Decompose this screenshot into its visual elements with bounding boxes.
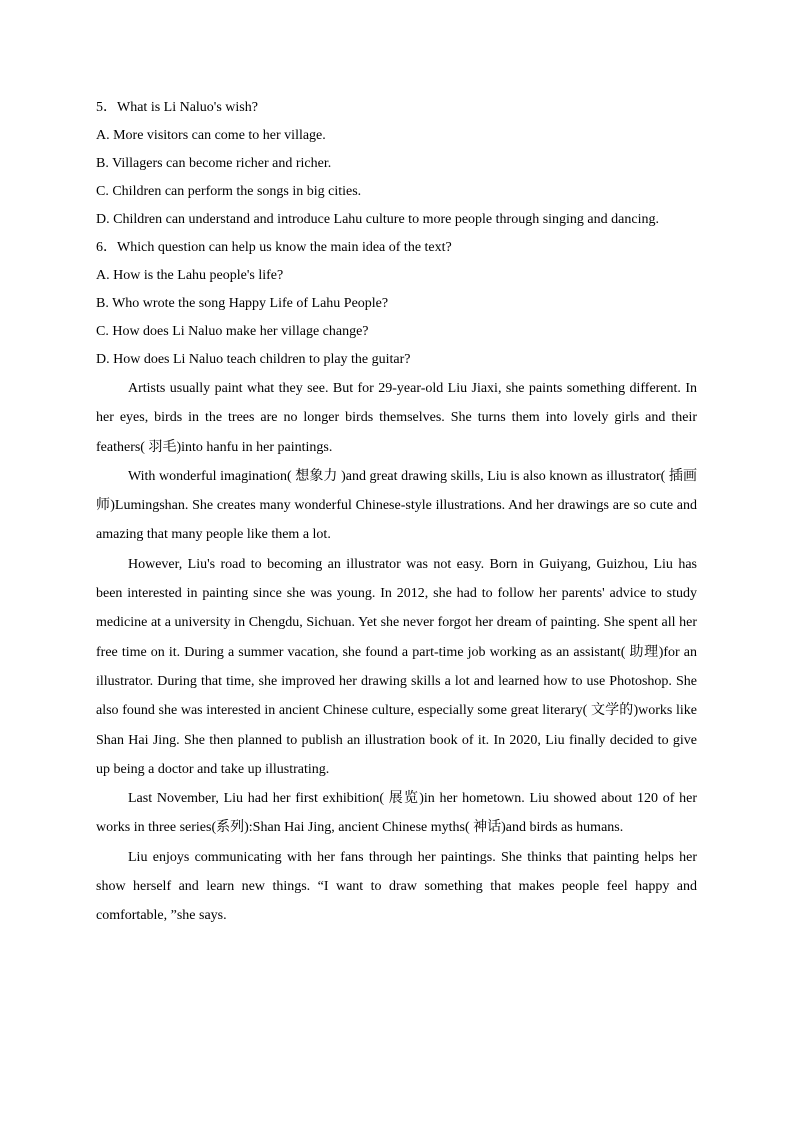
- passage-paragraph-2: With wonderful imagination( 想象力 )and great drawing skills, Liu is also known as illustrator( 插画师)Lumingshan. She creates many wonderful Chinese-style illustrations. And her drawings are so cute and amazing that many people like them a lot.: [96, 468, 697, 543]
- question-6-option-c: C. How does Li Naluo make her village change?: [96, 324, 369, 339]
- question-6-stem: 6．Which question can help us know the main idea of the text?: [96, 240, 452, 255]
- question-5-stem: 5．What is Li Naluo's wish?: [96, 100, 258, 115]
- passage-paragraph-5: Liu enjoys communicating with her fans through her paintings. She thinks that painting helps her show herself and learn new things. “I want to draw something that makes people feel happy and comfortable, ”she says.: [96, 849, 697, 924]
- passage-paragraph-3: However, Liu's road to becoming an illustrator was not easy. Born in Guiyang, Guizhou, Liu has been interested in painting since she was young. In 2012, she had to follow her parents' advice to study medicine at a university in Chengdu, Sichuan. Yet she never forgot her dream of painting. She spent all her free time on it. During a summer vacation, she found a part-time job working as an assistant( 助理)for an illustrator. During that time, she improved her drawing skills a lot and learned how to use Photoshop. She also found she was interested in ancient Chinese culture, especially some great literary( 文学的)works like Shan Hai Jing. She then planned to publish an illustration book of it. In 2020, Liu finally decided to give up being a doctor and take up illustrating.: [96, 556, 697, 777]
- question-6: [96, 234, 697, 374]
- question-5-option-a: A. More visitors can come to her village.: [96, 128, 326, 143]
- question-5-option-c: C. Children can perform the songs in big cities.: [96, 184, 362, 199]
- question-6-option-d: D. How does Li Naluo teach children to play the guitar?: [96, 352, 411, 367]
- document-content: [96, 94, 697, 931]
- reading-passage: [96, 374, 697, 931]
- question-6-option-a: A. How is the Lahu people's life?: [96, 268, 284, 283]
- question-5: [96, 94, 697, 233]
- question-5-option-d: D. Children can understand and introduce Lahu culture to more people through singing and dancing.: [96, 212, 659, 227]
- question-6-option-b: B. Who wrote the song Happy Life of Lahu People?: [96, 296, 389, 311]
- passage-paragraph-1: Artists usually paint what they see. But for 29-year-old Liu Jiaxi, she paints something different. In her eyes, birds in the trees are no longer birds themselves. She turns them into lovely girls and their feathers( 羽毛)into hanfu in her paintings.: [96, 381, 697, 455]
- question-5-option-b: B. Villagers can become richer and richer.: [96, 156, 332, 171]
- passage-paragraph-4: Last November, Liu had her first exhibition( 展览)in her hometown. Liu showed about 120 of her works in three series(系列):Shan Hai Jing, ancient Chinese myths( 神话)and birds as humans.: [96, 791, 697, 836]
